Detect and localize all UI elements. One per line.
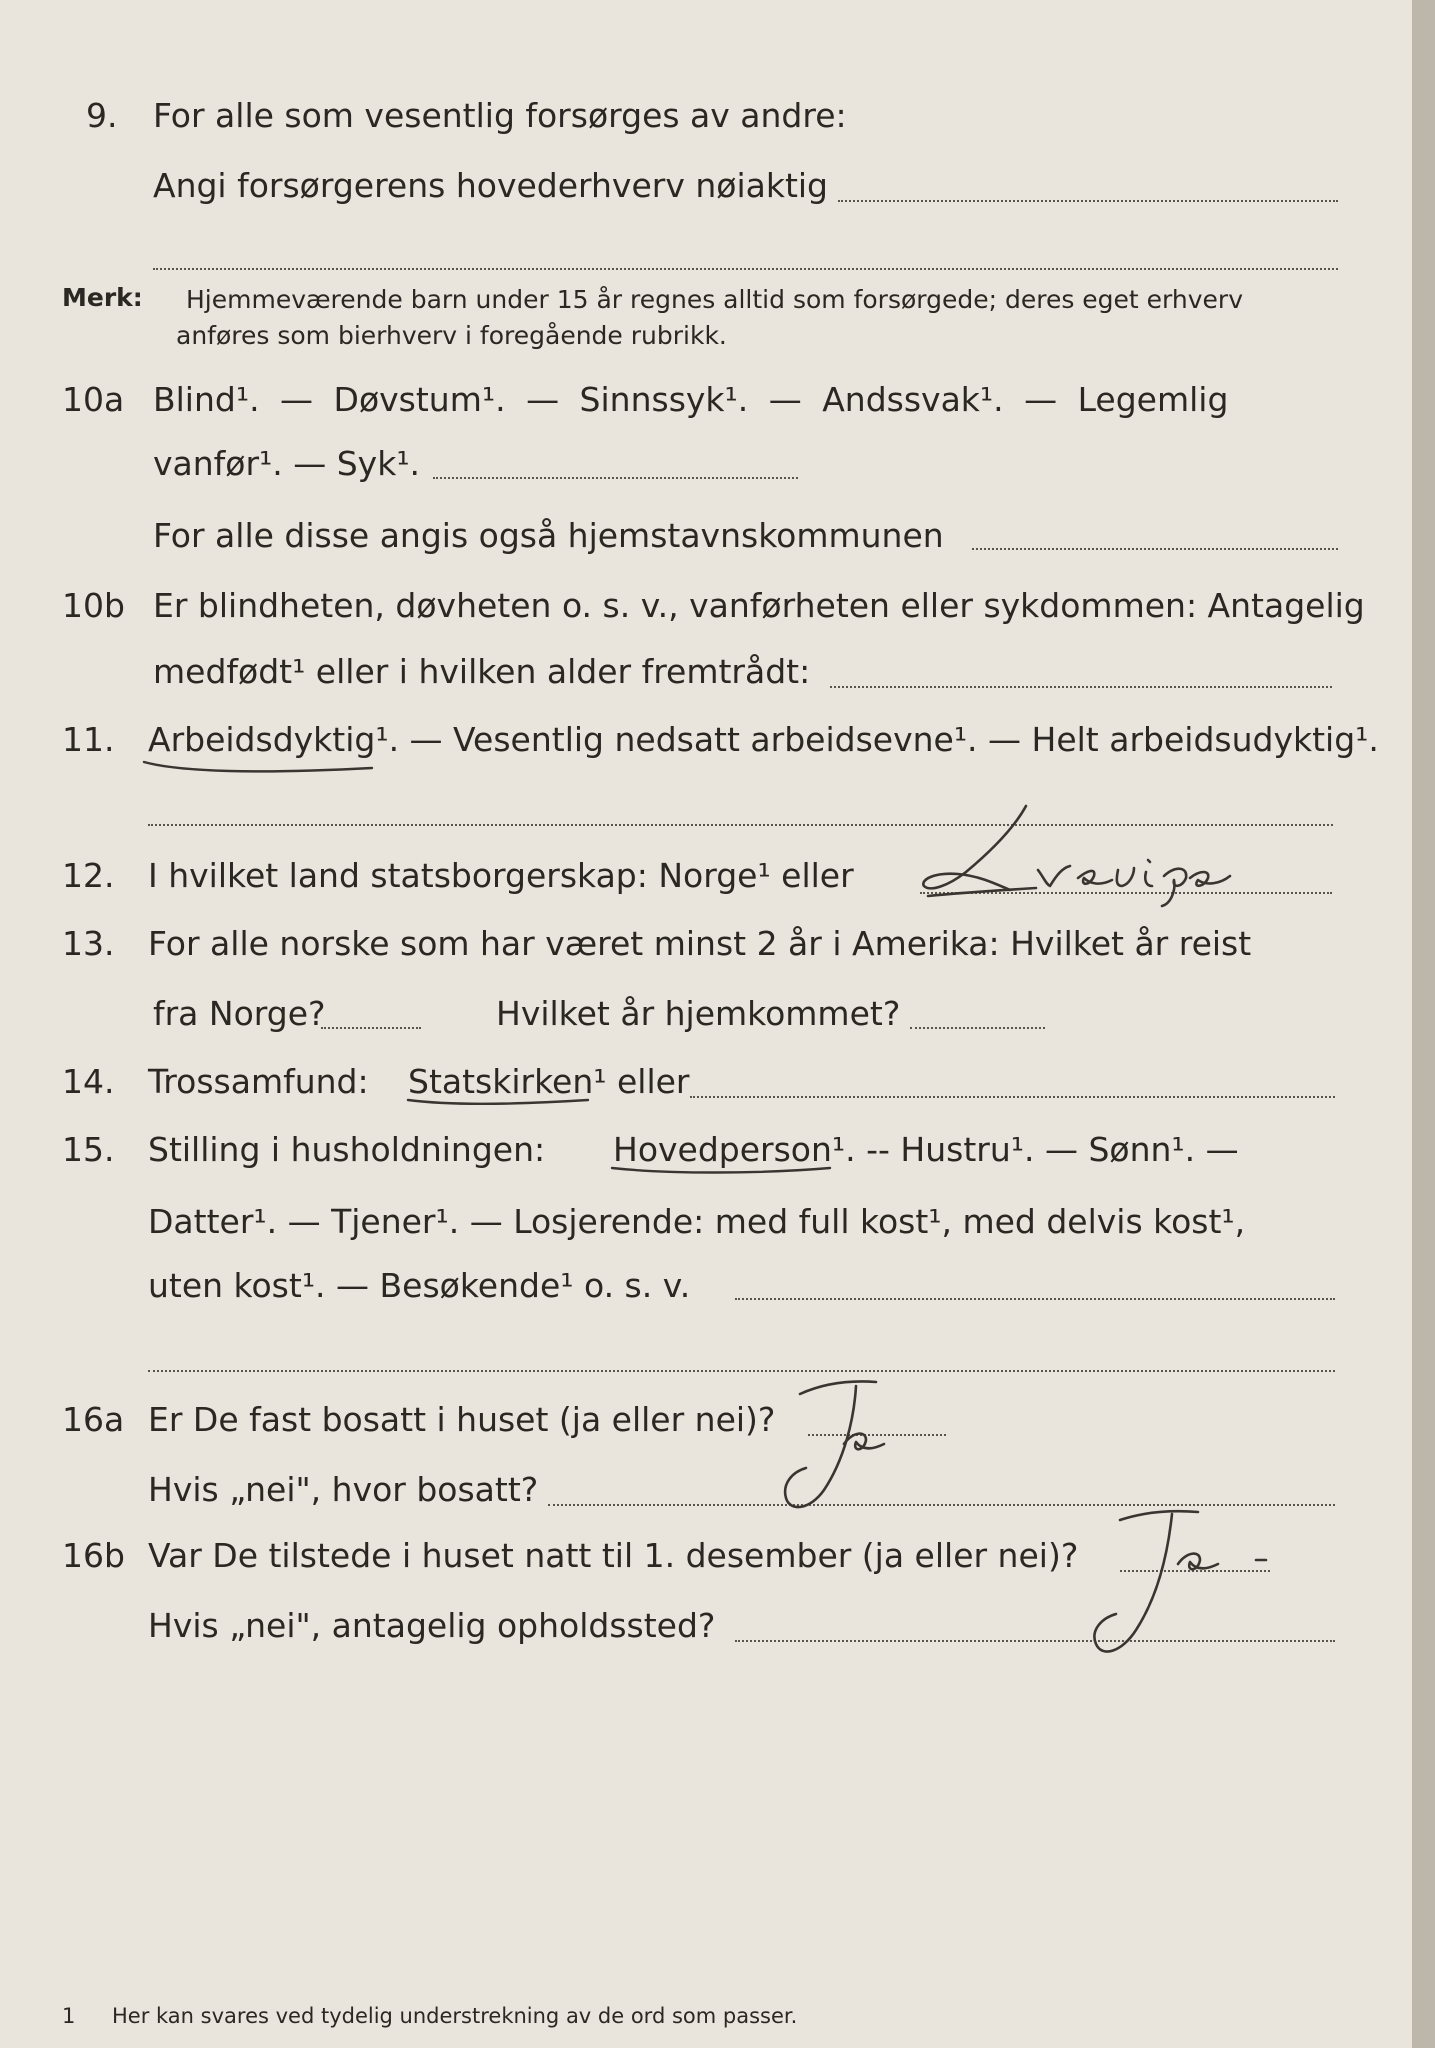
q10a-kommune-line [972,548,1338,550]
q15-line1b: ¹. -- Hustru¹. — Sønn¹. — [831,1130,1239,1169]
q15-underlined-option: Hovedperson [613,1130,832,1169]
q14-handwritten-underline [404,1090,594,1114]
q11-underlined-option: Arbeidsdyktig [148,720,376,759]
q15-line3: uten kost¹. — Besøkende¹ o. s. v. [148,1266,691,1305]
footnote-mark: 1 [62,2004,76,2028]
q13-line1: For alle norske som har været minst 2 år i Amerika: Hvilket år reist [148,924,1252,963]
item-number-14: 14. [62,1062,115,1101]
item-number-16b: 16b [62,1536,125,1575]
q10b-line1: Er blindheten, døvheten o. s. v., vanførheten eller sykdommen: Antagelig [153,586,1365,625]
q10b-line2: medfødt¹ eller i hvilken alder fremtrådt: [153,652,811,691]
merk-line1: Hjemmeværende barn under 15 år regnes alltid som forsørgede; deres eget erhverv [186,285,1243,314]
q10a-line3: For alle disse angis også hjemstavnskommunen [153,516,944,555]
q14-label: Trossamfund: [148,1062,369,1101]
q10a-answer-line [433,477,798,479]
q15-line1a: Stilling i husholdningen: [148,1130,546,1169]
item-number-11: 11. [62,720,115,759]
q14-underlined-option: Statskirken [408,1062,594,1101]
q9-line2: Angi forsørgerens hovederhverv nøiaktig [153,166,829,205]
footnote-text: Her kan svares ved tydelig understrekning av de ord som passer. [112,2004,798,2028]
q12-handwritten-answer [918,800,1258,910]
item-number-10a: 10a [62,380,125,419]
q15-answer-line-2 [148,1370,1335,1372]
q13-hjemkommet-answer-line [910,1027,1045,1029]
q15-handwritten-underline [608,1158,838,1182]
q11-handwritten-underline [140,750,380,780]
q16a-line1: Er De fast bosatt i huset (ja eller nei)? [148,1400,776,1439]
q9-answer-line [838,200,1338,202]
q11-rest: ¹. — Vesentlig nedsatt arbeidsevne¹. — Helt arbeidsudyktig¹. [375,720,1379,759]
merk-line2: anføres som bierhverv i foregående rubrikk. [176,321,727,350]
q16b-line2: Hvis „nei", antagelig opholdssted? [148,1606,716,1645]
q16b-line1: Var De tilstede i huset natt til 1. desember (ja eller nei)? [148,1536,1079,1575]
item-number-10b: 10b [62,586,125,625]
q13-reist-answer-line [321,1027,421,1029]
q16b-handwritten-answer [1060,1500,1290,1670]
q10a-line2: vanfør¹. — Syk¹. [153,444,421,483]
q15-line2: Datter¹. — Tjener¹. — Losjerende: med full kost¹, med delvis kost¹, [148,1202,1246,1241]
q13-line2b: Hvilket år hjemkommet? [496,994,901,1033]
q9-line1: For alle som vesentlig forsørges av andre: [153,96,847,135]
q16a-line2: Hvis „nei", hvor bosatt? [148,1470,539,1509]
item-number-12: 12. [62,856,115,895]
q16a-handwritten-answer [760,1360,930,1520]
q10b-answer-line [830,686,1332,688]
q13-line2a: fra Norge? [153,994,326,1033]
q15-answer-line [735,1298,1335,1300]
item-number-15: 15. [62,1130,115,1169]
q14-rest: ¹ eller [593,1062,690,1101]
q10a-line1: Blind¹. — Døvstum¹. — Sinnssyk¹. — Andssvak¹. — Legemlig [153,380,1229,419]
q14-answer-line [690,1096,1335,1098]
q12-text: I hvilket land statsborgerskap: Norge¹ eller [148,856,854,895]
item-number-13: 13. [62,924,115,963]
merk-label: Merk: [62,283,143,312]
page-edge [1412,0,1435,2048]
item-number-16a: 16a [62,1400,125,1439]
q9-answer-line-2 [153,268,1338,270]
item-number-9: 9. [86,96,118,135]
